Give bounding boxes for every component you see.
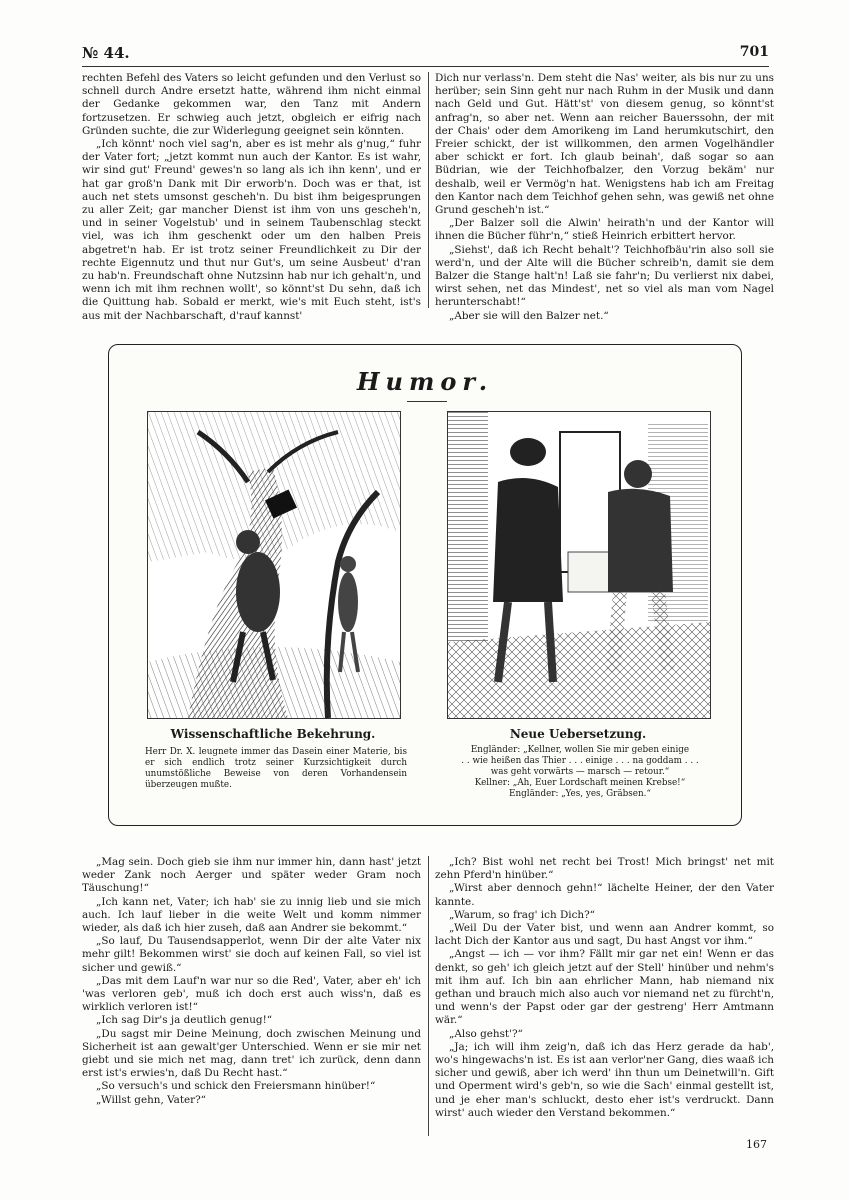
dialog-line: Engländer: „Kellner, wollen Sie mir geben einige [470,745,690,755]
paragraph: „Du sagst mir Deine Meinung, doch zwischen Meinung und Sicherheit ist aan gewalt'ger Unterschied. Wenn er sie mir net giebt und sie mich net mag, dann tret' ich zurück, denn dann erst ist's erwies'n, daß Du Recht hast.“ [82,1027,421,1080]
paragraph: „Der Balzer soll die Alwin' heirath'n und der Kantor will ihnen die Bücher führ'n,“ stieß Heinrich erbittert hervor. [435,217,774,243]
bottom-text-columns [82,856,774,1136]
paragraph: „Willst gehn, Vater?“ [96,1093,206,1106]
bottom-right-column [435,856,774,1136]
header-rule [82,66,769,67]
paragraph: „Also gehst'?“ [449,1027,523,1040]
paragraph: „Ich sag Dir's ja deutlich genug!“ [96,1014,273,1027]
paragraph: „So versuch's und schick den Freiersmann hinüber!“ [96,1080,376,1093]
top-right-column [435,72,774,322]
top-text-columns [82,72,774,322]
caption-text-right [445,745,715,800]
paragraph: „Wirst aber dennoch gehn!“ lächelte Heiner, der den Vater kannte. [435,882,774,908]
paragraph: „Siehst', daß ich Recht behalt'? Teichhofbäu'rin also soll sie werd'n, und der Alte will die Bücher schreib'n, damit sie dem Balzer die Stange halt'n! Laß sie fahr'n; Du verlierst nix dabei, wirst sehen, net das Mindest', net so viel als man vom Nagel herunterschabt!“ [435,243,774,309]
illustration-englishman-waiter [447,411,711,719]
dialog-line: . . wie heißen das Thier . . . einige . . . na goddam . . . [461,756,699,766]
paragraph: „Mag sein. Doch gieb sie ihm nur immer hin, dann hast' jetzt weder Zank noch Aerger und später weder Gram noch Täuschung!“ [82,856,421,895]
caption-title-right: Neue Uebersetzung. [509,727,647,741]
page-number: 701 [739,44,769,60]
dialog-line: was geht vorwärts — marsch — retour.“ [490,767,670,777]
folio-number: 167 [746,1138,767,1151]
paragraph: „Weil Du der Vater bist, und wenn aan Andrer kommt, so lacht Dich der Kantor aus und sagt, Du hast Angst vor ihm.“ [435,922,774,948]
caption-title-left: Wissenschaftliche Bekehrung. [170,727,376,741]
paragraph: „Ich kann net, Vater; ich hab' sie zu innig lieb und sie mich auch. Ich lauf lieber in die weite Welt und komm nimmer wieder, als daß ich hier zuseh, daß aan Andrer sie bekommt.“ [82,895,421,935]
caption-text-left: Herr Dr. X. leugnete immer das Dasein einer Materie, bis er sich endlich trotz seiner Kurzsichtigkeit durch unumstößliche Beweise von deren Vorhandensein überzeugen mußte. [145,747,407,790]
title-rule [407,401,447,402]
paragraph: „So lauf, Du Tausendsapperlot, wenn Dir der alte Vater nix mehr gilt! Bekommen wirst' sie doch auf keinen Fall, so viel ist sicher und gewiß.“ [82,935,421,974]
column-divider [428,72,429,308]
column-divider [428,856,429,1136]
illustration-scholar-tree [147,411,401,719]
paragraph: „Ja; ich will ihm zeig'n, daß ich das Herz gerade da hab', wo's hingewachs'n ist. Es ist aan verlor'ner Gang, dies waaß ich sicher und gewiß, aber ich werd' ihn thun um Deinetwill'n. Gift und Operment wird's geb'n, so wie die Sach' einmal gestellt ist, und je eher man's schluckt, desto eher ist's verdruckt. Dann wirst' auch wieder den Verstand bekommen.“ [435,1040,774,1119]
paragraph: „Warum, so frag' ich Dich?“ [449,908,595,921]
humor-title: Humor. [356,367,494,396]
paragraph: „Ich? Bist wohl net recht bei Trost! Mich bringst' net mit zehn Pferd'n hinüber.“ [435,856,774,882]
paragraph: rechten Befehl des Vaters so leicht gefunden und den Verlust so schnell durch Andre ersetzt hatte, während ihm nicht einmal der Gedanke gekommen war, den Tanz mit Andern fortzusetzen. Er schwieg auch jetzt, obgleich er eifrig nach Gründen suchte, die zur Widerlegung geeignet sein könnten. [82,72,421,137]
bottom-left-column [82,856,421,1136]
issue-number: № 44. [82,44,130,62]
paragraph: „Ich könnt' noch viel sag'n, aber es ist mehr als g'nug,“ fuhr der Vater fort; „jetzt kommt nun auch der Kantor. Es ist wahr, wir sind gut' Freund' gewes'n so lang als ich ihn kenn', und er hat gar groß'n Dank mit Dir erworb'n. Doch was er that, ist auch net stets umsonst gescheh'n. Du bist ihm beigesprungen zu aller Zeit; gar mancher Dienst ist ihm von uns gescheh'n, und in seiner Vogelstub' und in seinem Taubenschlag steckt viel, was ich ihm geschenkt oder um den halben Preis abgetret'n hab. Er ist trotz seiner Freundlichkeit zu Dir der rechte Eigennutz und thut nur Gut's, um seine Ausbeut' d'ran zu hab'n. Freundschaft ohne Nutzsinn hab nur ich gehalt'n, und wenn ich mit ihm rechnen wollt', so könnt'st Du sehn, daß ich die Quittung hab. Sobald er merkt, wie's mit Euch steht, ist's aus mit der Nachbarschaft, d'rauf kannst' [82,138,421,322]
top-left-column [82,72,421,322]
paragraph: „Aber sie will den Balzer net.“ [449,309,609,322]
paragraph: „Angst — ich — vor ihm? Fällt mir gar net ein! Wenn er das denkt, so geh' ich gleich jetzt auf der Stell' hinüber und nehm's mit ihm auf. Ich bin aan ehrlicher Mann, hab niemand nix gethan und brauch mich also auch vor niemand net zu fürcht'n, und wenn's der Papst oder gar der gestreng' Herr Amtmann wär.“ [435,948,774,1027]
humor-box [108,344,742,826]
dialog-line: Engländer: „Yes, yes, Gräbsen.“ [509,789,651,799]
dialog-line: Kellner: „Ah, Euer Lordschaft meinen Krebse!“ [474,778,686,788]
paragraph: „Das mit dem Lauf'n war nur so die Red', Vater, aber eh' ich 'was verloren geb', muß ich doch erst auch wiss'n, daß es wirklich verloren ist!“ [82,974,421,1014]
page-header [82,44,769,66]
paragraph: Dich nur verlass'n. Dem steht die Nas' weiter, als bis nur zu uns herüber; sein Sinn geht nur nach Ruhm in der Musik und dann nach Geld und Gut. Hätt'st' von diesem genug, so könnt'st anfrag'n, so aber net. Wenn aan reicher Bauerssohn, der mit der Chais' oder dem Amorikeng im Land herumkutschirt, den Freier schickt, der ist willkommen, den armen Vogelhändler aber schickt er fort. Ich glaub beinah', daß sogar so aan Büdrian, wie der Teichhofbalzer, den Vorzug bekäm' nur deshalb, weil er Vermög'n hat. Wenigstens hab ich am Freitag den Kantor nach dem Teichhof gehen sehn, was gewiß net ohne Grund gescheh'n ist.“ [435,72,774,217]
